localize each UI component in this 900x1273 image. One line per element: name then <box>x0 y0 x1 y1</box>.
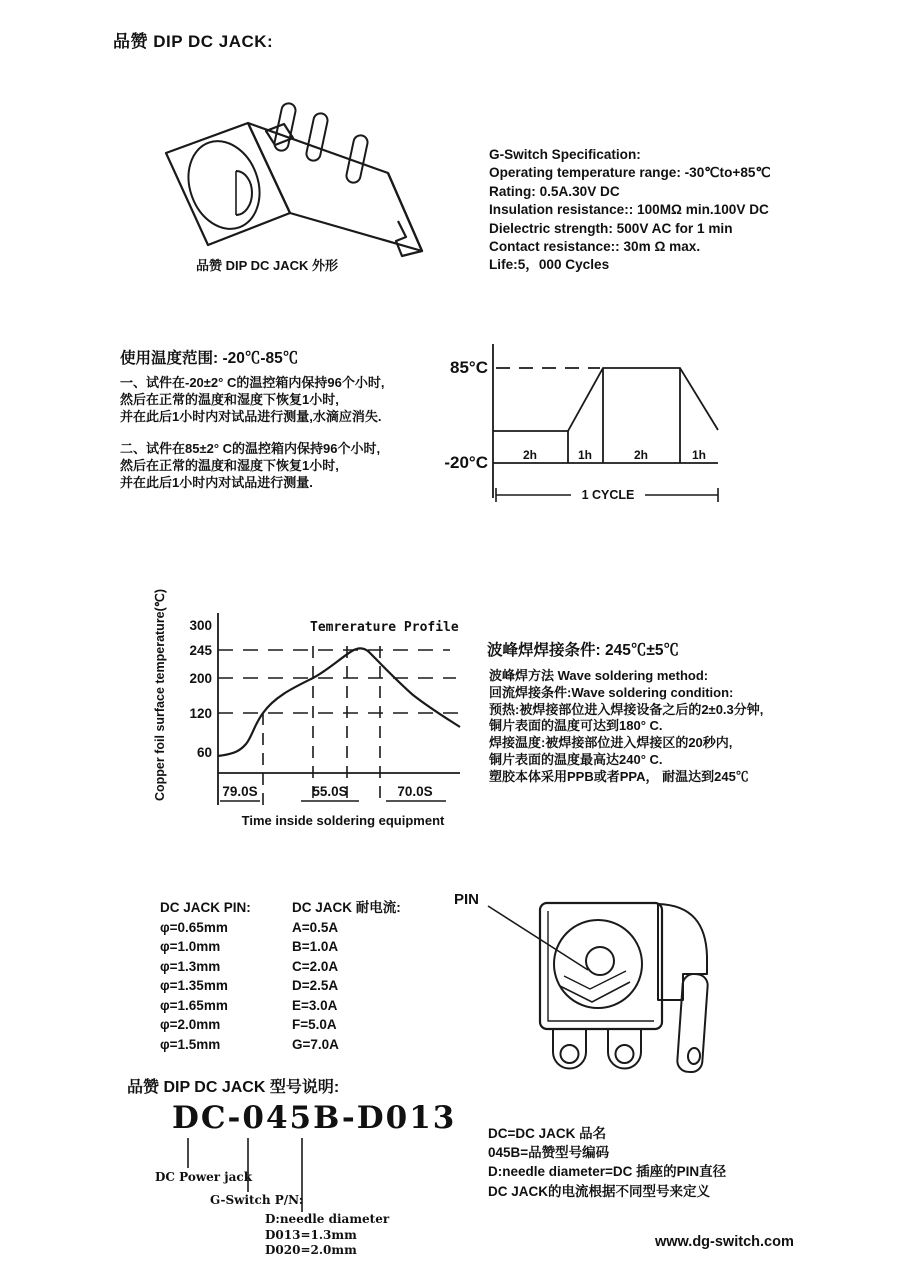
cycle-seg-label: 1h <box>691 448 707 462</box>
y-tick: 120 <box>189 706 212 721</box>
profile-y-ticks <box>189 618 212 760</box>
legend-line: 045B=品赞型号编码 <box>488 1145 610 1161</box>
profile-curve <box>218 648 460 756</box>
wave-line: 铜片表面的温度最高达240° C. <box>489 751 663 767</box>
jack-body <box>166 123 422 256</box>
cycle-label: 1 CYCLE <box>581 488 635 502</box>
pin-diameter: φ=1.5mm <box>160 1036 221 1052</box>
pin-diameter: φ=0.65mm <box>160 919 228 935</box>
pin-current: D=2.5A <box>292 978 339 993</box>
pin-current: B=1.0A <box>292 939 339 954</box>
footer-url: www.dg-switch.com <box>655 1234 794 1250</box>
pin-diameter: φ=2.0mm <box>160 1017 221 1032</box>
callout-needle-diameter <box>265 1212 389 1259</box>
profile-x-segments <box>222 784 432 799</box>
x-seg-label: 79.0S <box>222 784 258 799</box>
callout-dc-power-jack: DC Power jack <box>155 1170 253 1184</box>
profile-gridlines <box>218 646 460 805</box>
pin-current-column <box>292 898 401 1054</box>
spec-block <box>489 146 771 275</box>
jack-pins <box>273 102 369 184</box>
jack-lugs <box>553 1029 641 1069</box>
pin-diameter: φ=1.35mm <box>160 978 228 993</box>
pin-current: A=0.5A <box>292 919 339 935</box>
wave-text <box>489 668 763 786</box>
spec-line: Operating temperature range: -30℃to+85℃ <box>489 165 771 181</box>
profile-xlabel: Time inside soldering equipment <box>241 813 445 828</box>
dc-jack-isometric-drawing <box>150 93 460 265</box>
wave-line: 焊接温度:被焊接部位进入焊接区的20秒内, <box>489 735 733 751</box>
y-tick: 245 <box>189 643 212 658</box>
pin-leader-line <box>488 906 588 970</box>
part-number-legend <box>488 1124 726 1201</box>
temp-line: 并在此后1小时内对试品进行测量. <box>120 475 313 491</box>
spec-line: Dielectric strength: 500V AC for 1 min <box>489 220 733 236</box>
temp-range-text <box>120 374 384 491</box>
part-number-code: DC-045B-D013 <box>172 1100 457 1136</box>
jack-barrel-opening <box>177 131 272 239</box>
temp-line: 二、试件在85±2° C的温控箱内保持96个小时, <box>120 440 381 456</box>
profile-ylabel: Copper foil surface temperature(℃) <box>153 589 167 801</box>
pin-col1-header: DC JACK PIN: <box>160 900 251 915</box>
y-tick: 60 <box>196 745 212 760</box>
cycle-seg-label: 2h <box>633 448 649 462</box>
callout-gswitch-pn: G-Switch P/N: <box>210 1193 304 1207</box>
y-tick: 300 <box>189 618 212 633</box>
temp-line: 并在此后1小时内对试品进行测量,水滴应消失. <box>120 409 382 425</box>
wave-heading: 波峰焊焊接条件: 245℃±5℃ <box>487 642 679 659</box>
soldering-profile-chart <box>138 573 472 835</box>
cycle-seg-label: 1h <box>577 448 593 462</box>
pin-current: F=5.0A <box>292 1017 337 1032</box>
wave-line: 预热:被焊接部位进入焊接设备之后的2±0.3分钟, <box>489 701 764 717</box>
page-title: 品赞 DIP DC JACK: <box>113 32 274 51</box>
spec-title: G-Switch Specification: <box>489 147 641 162</box>
spec-line: Life:5，000 Cycles <box>489 257 610 273</box>
pin-current: C=2.0A <box>292 958 339 974</box>
spec-line: Insulation resistance:: 100MΩ min.100V DC <box>489 202 769 218</box>
temp-line: 一、试件在-20±2° C的温控箱内保持96个小时, <box>120 375 385 390</box>
x-seg-label: 55.0S <box>312 784 348 799</box>
legend-line: DC JACK的电流根据不同型号来定义 <box>488 1183 711 1199</box>
center-pin <box>586 947 614 975</box>
callout-line: D013=1.3mm <box>265 1227 357 1242</box>
cycle-y-top-label: 85°C <box>450 358 488 377</box>
pin-diameter: φ=1.0mm <box>160 939 221 954</box>
cycle-y-bottom-label: -20°C <box>444 453 488 472</box>
part-number-heading: 品赞 DIP DC JACK 型号说明: <box>127 1079 340 1096</box>
temp-range-heading: 使用温度范围: -20℃-85℃ <box>120 350 299 367</box>
pin-col2-header: DC JACK 耐电流: <box>292 900 401 915</box>
x-seg-label: 70.0S <box>397 784 433 799</box>
profile-title: Temrerature Profile <box>310 620 459 635</box>
legend-line: D:needle diameter=DC 插座的PIN直径 <box>488 1164 727 1180</box>
callout-line: D020=2.0mm <box>265 1243 357 1257</box>
cycle-segment-labels <box>523 448 706 462</box>
profile-axes <box>218 613 460 805</box>
temp-line: 然后在正常的温度和湿度下恢复1小时, <box>120 457 339 473</box>
spec-line: Rating: 0.5A.30V DC <box>489 183 620 199</box>
pin-current: G=7.0A <box>292 1036 339 1052</box>
jack-side-shell <box>658 904 708 1073</box>
callout-line: D:needle diameter <box>265 1212 390 1226</box>
y-tick: 200 <box>189 671 212 686</box>
pin-callout-label: PIN <box>454 891 480 908</box>
pin-diameter-column <box>160 898 251 1054</box>
pin-diameter: φ=1.65mm <box>160 997 228 1013</box>
wave-line: 波峰焊方法 Wave soldering method: <box>489 668 709 683</box>
wave-line: 回流焊接条件:Wave soldering condition: <box>489 684 734 700</box>
jack-barrel <box>554 920 642 1008</box>
cycle-seg-label: 2h <box>522 448 538 462</box>
spec-line: Contact resistance:: 30m Ω max. <box>489 239 701 255</box>
dc-jack-front-drawing <box>440 876 740 1091</box>
pin-current: E=3.0A <box>292 997 338 1013</box>
wave-line: 塑胶本体采用PPB或者PPA， 耐温达到245℃ <box>489 768 749 784</box>
wave-line: 铜片表面的温度可达到180° C. <box>489 718 663 734</box>
temp-line: 然后在正常的温度和湿度下恢复1小时, <box>120 392 339 408</box>
outline-caption: 品赞 DIP DC JACK 外形 <box>196 258 339 273</box>
pin-diameter: φ=1.3mm <box>160 958 221 974</box>
temperature-cycle-chart <box>438 338 760 506</box>
legend-line: DC=DC JACK 品名 <box>488 1126 607 1141</box>
jack-front-face <box>540 903 662 1029</box>
